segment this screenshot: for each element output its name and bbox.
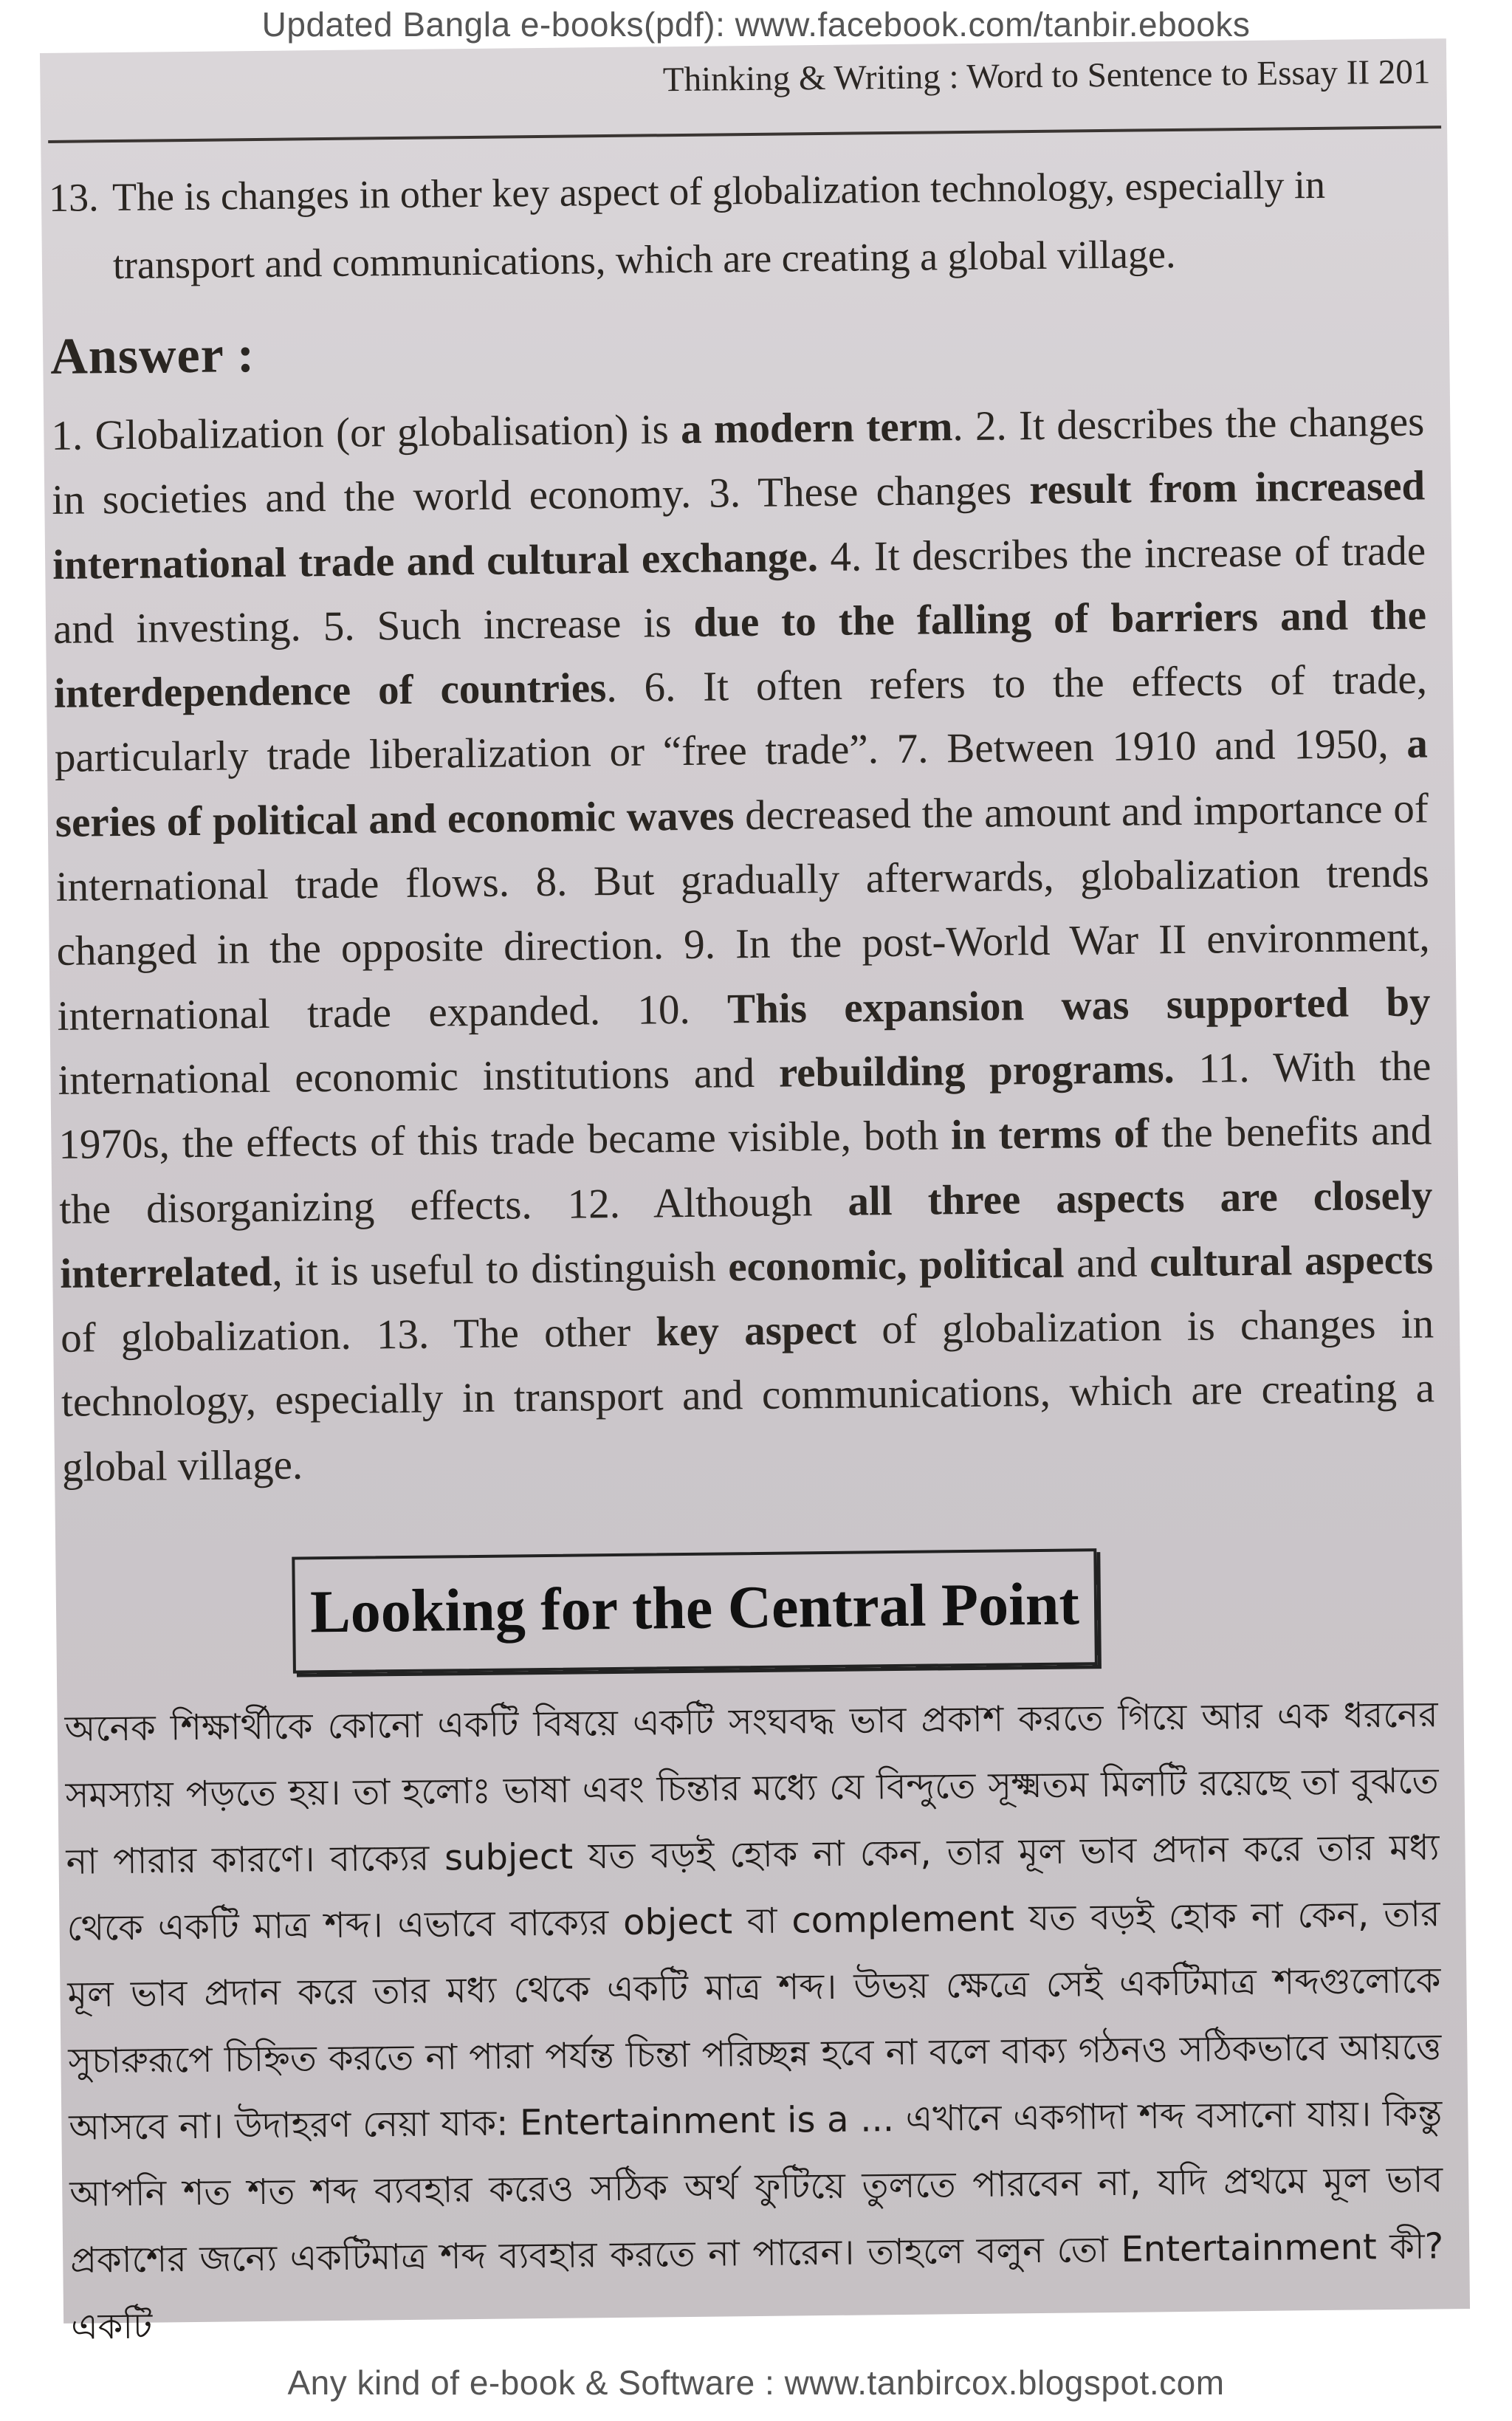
answer-text: international economic institutions and <box>58 1049 780 1104</box>
answer-text: and <box>1064 1239 1150 1287</box>
answer-text: 1. Globalization (or globalisation) is <box>51 405 681 459</box>
answer-text: , it is useful to distinguish <box>271 1243 729 1295</box>
answer-emphasis: in terms of <box>950 1110 1150 1159</box>
answer-paragraph <box>51 389 1435 1499</box>
question-text: The is changes in other key aspect of globalization technology, especially in transport and communications, which are creating a global village. <box>111 162 1326 288</box>
answer-emphasis: This expansion was supported by <box>726 978 1431 1033</box>
bangla-paragraph: অনেক শিক্ষার্থীকে কোনো একটি বিষয়ে একটি সংঘবদ্ধ ভাব প্রকাশ করতে গিয়ে আর এক ধরনের সমস্যায় পড়তে হয়। তা হলোঃ ভাষা এবং চিন্তার মধ্যে যে বিন্দুতে সূক্ষ্মতম মিলটি রয়েছে তা বুঝতে না পারার কারণে। বাক্যের subject যত বড়ই হোক না কেন, তার মূল ভাব প্রদান করে তার মধ্য থেকে একটি মাত্র শব্দ। এভাবে বাক্যের object বা complement যত বড়ই হোক না কেন, তার মূল ভাব প্রদান করে তার মধ্য থেকে একটি মাত্র শব্দ। উভয় ক্ষেত্রে সেই একটিমাত্র শব্দগুলোকে সুচারুরূপে চিহ্নিত করতে না পারা পর্যন্ত চিন্তা পরিচ্ছন্ন হবে না বলে বাক্য গঠনও সঠিকভাবে আয়ত্তে আসবে না। উদাহরণ নেয়া যাক: Entertainment is a ... এখানে একগাদা শব্দ বসানো যায়। কিন্তু আপনি শত শত শব্দ ব্যবহার করেও সঠিক অর্থ ফুটিয়ে তুলতে পারবেন না, যদি প্রথমে মূল ভাব প্রকাশের জন্যে একটিমাত্র শব্দ ব্যবহার করতে না পারেন। তাহলে বলুন তো Entertainment কী? একটি <box>64 1694 1444 2348</box>
answer-emphasis: a series of political and economic waves <box>55 720 1429 846</box>
answer-text: 11. With the 1970s, the effects of this trade became visible, both <box>58 1043 1432 1169</box>
answer-text: . 2. It describes the changes in societies and the world economy. 3. These changes <box>51 398 1425 524</box>
answer-emphasis: result from increased international trade and cultural exchange. <box>52 462 1426 588</box>
answer-text: decreased the amount and importance of international trade flows. 8. But gradually afterwards, globalization trends changed in the opposite direction. 9. In the post-World War II environment, international trade expanded. 10. <box>55 785 1430 1040</box>
question-number: 13. <box>48 175 99 220</box>
question-13 <box>49 149 1423 299</box>
central-point-heading-box <box>292 1548 1097 1673</box>
answer-emphasis: cultural aspects <box>1149 1236 1434 1286</box>
answer-emphasis: a modern term <box>680 403 953 453</box>
answer-emphasis: due to the falling of barriers and the interdependence of countries <box>53 591 1427 718</box>
answer-text: of globalization is changes in technology, especially in transport and communications, which are creating a global village. <box>61 1300 1435 1491</box>
answer-text: of globalization. 13. The other <box>60 1308 656 1362</box>
answer-text: 4. It describes the increase of trade and investing. 5. Such increase is <box>52 527 1426 653</box>
top-watermark: Updated Bangla e-books(pdf): www.facebook.com/tanbir.ebooks <box>261 5 1251 44</box>
central-point-title: Looking for the Central Point <box>309 1570 1080 1646</box>
header-rule <box>48 126 1441 143</box>
answer-text: the benefits and the disorganizing effects. 12. Although <box>59 1107 1432 1233</box>
running-head: Thinking & Writing : Word to Sentence to Essay II 201 <box>662 52 1431 100</box>
answer-emphasis: all three aspects are closely interrelated <box>59 1171 1433 1297</box>
bottom-watermark: Any kind of e-book & Software : www.tanbircox.blogspot.com <box>287 2363 1225 2402</box>
answer-emphasis: economic, political <box>727 1240 1065 1291</box>
answer-heading: Answer : <box>49 326 255 385</box>
answer-emphasis: key aspect <box>656 1306 857 1356</box>
answer-text: . 6. It often refers to the effects of trade, particularly trade liberalization or “free trade”. 7. Between 1910 and 1950, <box>54 656 1428 782</box>
book-page <box>40 38 1470 2348</box>
answer-emphasis: rebuilding programs. <box>778 1045 1175 1096</box>
